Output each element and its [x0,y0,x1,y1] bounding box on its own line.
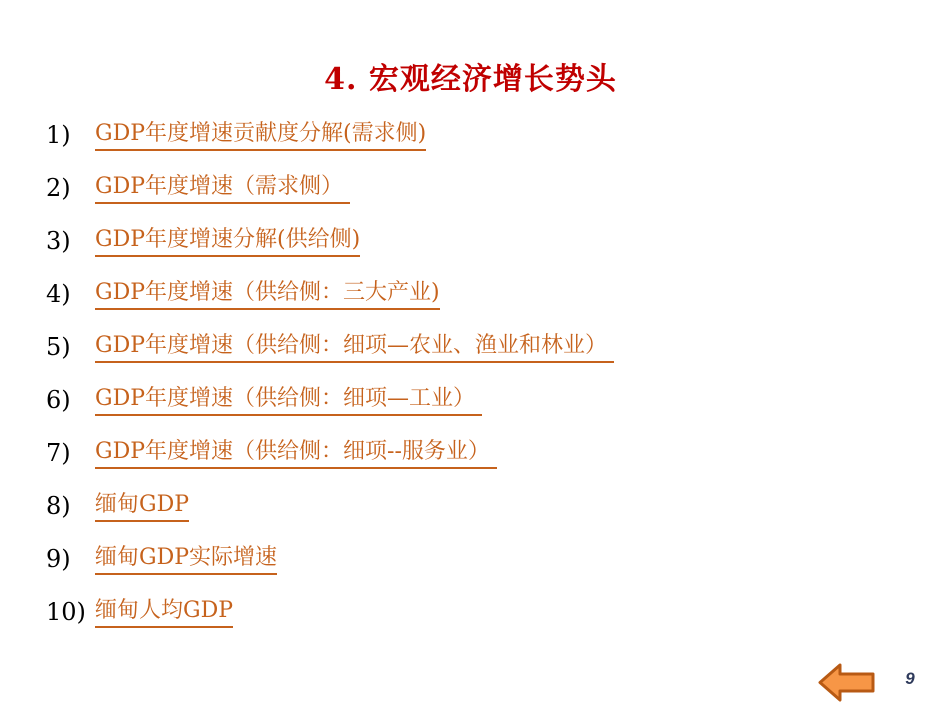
toc-link[interactable]: GDP年度增速（供给侧：细项—农业、渔业和林业） [95,333,614,363]
item-number: 6) [46,386,71,414]
item-number: 7) [46,439,71,467]
toc-link[interactable]: GDP年度增速（供给侧：细项—工业） [95,386,482,416]
item-number: 10) [46,598,86,626]
toc-row [46,439,921,492]
toc-link[interactable]: 缅甸GDP [95,492,189,522]
toc-row [46,280,921,333]
toc-link[interactable]: GDP年度增速（需求侧） [95,174,350,204]
item-number: 5) [46,333,71,361]
toc-link[interactable]: GDP年度增速贡献度分解(需求侧) [95,121,426,151]
toc-row [46,174,921,227]
item-number: 3) [46,227,71,255]
toc-row [46,121,921,174]
toc-row [46,598,921,651]
toc-link[interactable]: 缅甸人均GDP [95,598,233,628]
toc-list [46,121,921,651]
page-number: 9 [905,669,915,688]
item-number: 8) [46,492,71,520]
item-number: 2) [46,174,71,202]
toc-row [46,227,921,280]
toc-row [46,492,921,545]
toc-link[interactable]: GDP年度增速（供给侧：细项--服务业） [95,439,497,469]
toc-row [46,386,921,439]
item-number: 4) [46,280,71,308]
slide-title: 4. 宏观经济增长势头 [324,62,617,97]
item-number: 9) [46,545,71,573]
item-number: 1) [46,121,71,149]
toc-row [46,333,921,386]
toc-link[interactable]: GDP年度增速分解(供给侧) [95,227,360,257]
toc-link[interactable]: GDP年度增速（供给侧：三大产业) [95,280,440,310]
back-arrow-icon[interactable] [817,661,876,704]
toc-row [46,545,921,598]
toc-link[interactable]: 缅甸GDP实际增速 [95,545,277,575]
